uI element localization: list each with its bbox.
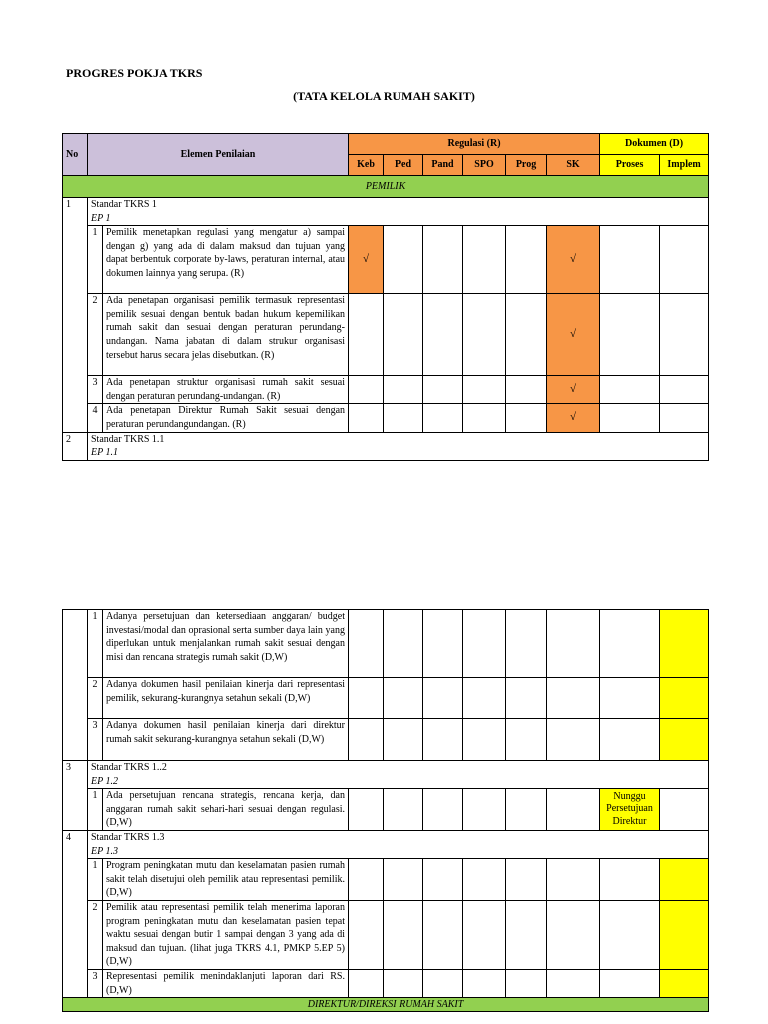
table-row: [63, 900, 709, 969]
table-row: [63, 719, 709, 761]
item-number: 3: [88, 969, 103, 997]
check-sk: √: [547, 294, 600, 376]
table-row: [63, 969, 709, 997]
item-text: Ada penetapan organisasi pemilik termasuk representasi pemilik sesuai dengan bentuk badan hukum kepemilikan rumah sakit dan sesuai dengan peraturan perundang-undangan. Nama jabatan di dalam strukur organisasi tersebut harus secara jelas disebutkan. (R): [103, 294, 349, 376]
standard-number: 2: [63, 432, 88, 460]
header-keb: Keb: [349, 155, 384, 176]
header-pand: Pand: [423, 155, 463, 176]
item-number: 2: [88, 294, 103, 376]
standard-row: [63, 761, 709, 789]
check-keb: √: [349, 226, 384, 294]
item-number: 3: [88, 376, 103, 404]
standard-row: [63, 198, 709, 226]
header-sk: SK: [547, 155, 600, 176]
assessment-table-page1: [62, 133, 709, 461]
standard-heading: [88, 761, 709, 789]
assessment-table-page2: [62, 609, 709, 1012]
implem-cell: [660, 969, 709, 997]
standard-name: Standar TKRS 1.1: [91, 433, 165, 445]
item-text: Adanya dokumen hasil penilaian kinerja dari representasi pemilik, sekurang-kurangnya setahun sekali (D,W): [103, 678, 349, 719]
ep-label: EP 1.2: [91, 775, 119, 787]
header-regulasi: Regulasi (R): [349, 134, 600, 155]
header-implem: Implem: [660, 155, 709, 176]
table-row: [63, 226, 709, 294]
standard-number: 3: [63, 761, 88, 831]
check-sk: √: [547, 376, 600, 404]
table-row: [63, 859, 709, 901]
item-text: Adanya persetujuan dan ketersediaan anggaran/ budget investasi/modal dan oprasional serta sumber daya lain yang diperlukan untuk menjalankan rumah sakit sesuai dengan misi dan rencana strategis rumah sakit (D,W): [103, 610, 349, 678]
table-row: [63, 610, 709, 678]
section-direktur: DIREKTUR/DIREKSI RUMAH SAKIT: [63, 998, 709, 1012]
item-text: Ada persetujuan rencana strategis, rencana kerja, dan anggaran rumah sakit sehari-hari sesuai dengan regulasi. (D,W): [103, 789, 349, 831]
standard-name: Standar TKRS 1..2: [91, 762, 167, 773]
section-pemilik: PEMILIK: [63, 176, 709, 198]
document-subtitle: (TATA KELOLA RUMAH SAKIT): [293, 89, 475, 103]
item-text: Program peningkatan mutu dan keselamatan pasien rumah sakit telah disetujui oleh pemilik atau representasi pemilik. (D,W): [103, 859, 349, 901]
item-text: Representasi pemilik menindaklanjuti laporan dari RS. (D,W): [103, 969, 349, 997]
item-text: Pemilik atau representasi pemilik telah menerima laporan program peningkatan mutu dan keselamatan pasien tepat waktu sesuai dengan butir 1 sampai dengan 3 yang ada di maksud dan tujuan. (lihat juga TKRS 4.1, PMKP 5.EP 5) (D,W): [103, 900, 349, 969]
implem-cell: [660, 678, 709, 719]
standard-heading: [88, 830, 709, 858]
item-number: 3: [88, 719, 103, 761]
standard-number: 1: [63, 198, 88, 433]
table-row: [63, 294, 709, 376]
ep-label: EP 1.1: [91, 447, 119, 459]
implem-cell: [660, 900, 709, 969]
document-title: PROGRES POKJA TKRS: [66, 66, 203, 80]
header-elemen-penilaian: Elemen Penilaian: [88, 134, 349, 176]
header-proses: Proses: [600, 155, 660, 176]
implem-cell: [660, 610, 709, 678]
header-no: No: [63, 134, 88, 176]
item-text: Adanya dokumen hasil penilaian kinerja dari direktur rumah sakit sekurang-kurangnya setahun sekali (D,W): [103, 719, 349, 761]
item-number: 2: [88, 678, 103, 719]
implem-cell: [660, 719, 709, 761]
ep-label: EP 1: [91, 212, 111, 224]
header-prog: Prog: [506, 155, 547, 176]
table-row: [63, 789, 709, 831]
item-text: Pemilik menetapkan regulasi yang mengatur a) sampai dengan g) yang ada di dalam maksud dan tujuan yang dapat berbentuk corporate by-laws, peraturan internal, atau dokumen lainnya yang serupa. (R): [103, 226, 349, 294]
item-number: 1: [88, 226, 103, 294]
standard-heading: [88, 198, 709, 226]
implem-cell: [660, 859, 709, 901]
ep-label: EP 1.3: [91, 845, 119, 857]
item-number: 1: [88, 789, 103, 831]
standard-row: [63, 432, 709, 460]
standard-heading: [88, 432, 709, 460]
table-row: [63, 376, 709, 404]
header-spo: SPO: [463, 155, 506, 176]
standard-name: Standar TKRS 1.3: [91, 831, 165, 843]
item-number: 2: [88, 900, 103, 969]
proses-note: Nunggu Persetujuan Direktur: [600, 789, 660, 831]
standard-row: [63, 830, 709, 858]
item-number: 1: [88, 610, 103, 678]
header-ped: Ped: [384, 155, 423, 176]
standard-name: Standar TKRS 1: [91, 199, 157, 210]
table-row: [63, 404, 709, 432]
table-row: [63, 678, 709, 719]
check-sk: √: [547, 404, 600, 432]
item-text: Ada penetapan struktur organisasi rumah sakit sesuai dengan peraturan perundang-undangan. (R): [103, 376, 349, 404]
item-text: Ada penetapan Direktur Rumah Sakit sesuai dengan peraturan perundangundangan. (R): [103, 404, 349, 432]
item-number: 1: [88, 859, 103, 901]
check-sk: √: [547, 226, 600, 294]
header-dokumen: Dokumen (D): [600, 134, 709, 155]
item-number: 4: [88, 404, 103, 432]
standard-number: 4: [63, 830, 88, 997]
